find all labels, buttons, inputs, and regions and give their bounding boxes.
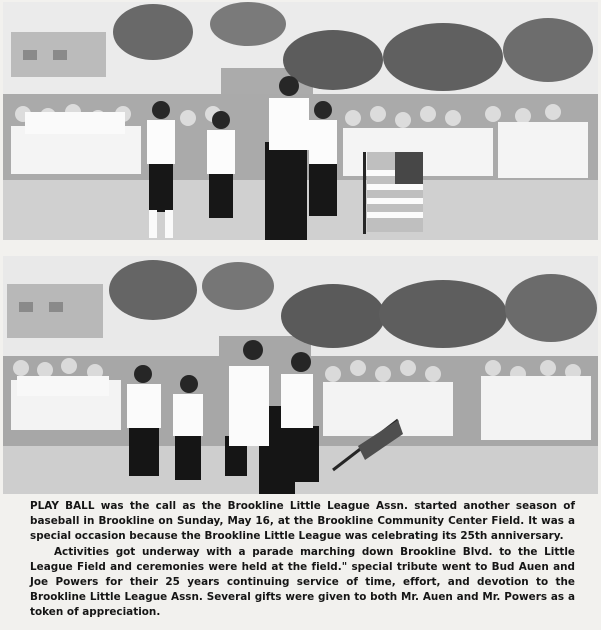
caption-lead: PLAY BALL: [30, 500, 95, 512]
photo-bottom-illustration: [3, 256, 598, 494]
ceremony-photo-top: [3, 2, 598, 240]
ceremony-photo-bottom: [3, 256, 598, 494]
caption-paragraph-2: Activities got underway with a parade marching down Brookline Blvd. to the Little League Field and ceremonies were held at the field." special tribute went to Bud Auen and Joe Powers for their 25 years continuing service of time, effort, and devotion to the Brookline Little League Assn. Several gifts were given to both Mr. Auen and Mr. Powers as a token of appreciation.: [30, 545, 575, 619]
caption-paragraph-1-text: was the call as the Brookline Little League Assn. started another season of baseball in Brookline on Sunday, May 16, at the Brookline Community Center Field. It was a special occasion because the Brookline Little League was celebrating its 25th anniversary.: [30, 500, 575, 543]
photo-top-illustration: [3, 2, 598, 240]
caption-paragraph-1: [30, 499, 575, 545]
photo-caption: [30, 499, 575, 621]
